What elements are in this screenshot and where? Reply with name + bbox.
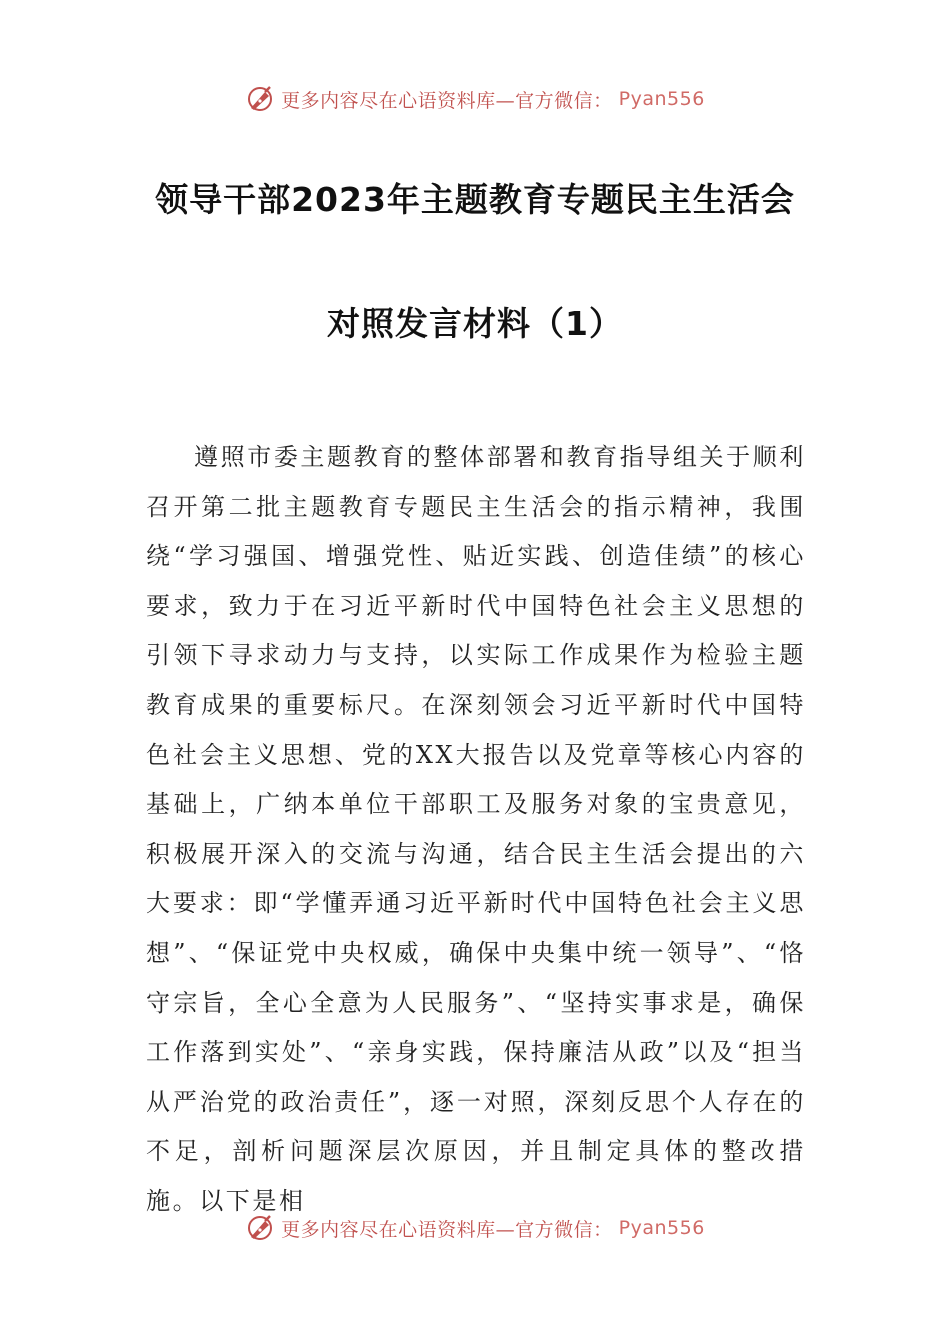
pen-nib-icon	[245, 1213, 275, 1243]
body-paragraph: 遵照市委主题教育的整体部署和教育指导组关于顺利召开第二批主题教育专题民主生活会的指示精神，我围绕“学习强国、增强党性、贴近实践、创造佳绩”的核心要求，致力于在习近平新时代中国特色社会主义思想的引领下寻求动力与支持，以实际工作成果作为检验主题教育成果的重要标尺。在深刻领会习近平新时代中国特色社会主义思想、党的XX大报告以及党章等核心内容的基础上，广纳本单位干部职工及服务对象的宝贵意见，积极展开深入的交流与沟通，结合民主生活会提出的六大要求：即“学懂弄通习近平新时代中国特色社会主义思想”、“保证党中央权威，确保中央集中统一领导”、“恪守宗旨，全心全意为人民服务”、“坚持实事求是，确保工作落到实处”、“亲身实践，保持廉洁从政”以及“担当从严治党的政治责任”，逐一对照，深刻反思个人存在的不足，剖析问题深层次原因，并且制定具体的整改措施。以下是相	[146, 443, 806, 1215]
watermark-contact: Pyan556	[618, 1217, 705, 1239]
watermark-brand: 更多内容尽在心语资料库—官方微信：	[281, 89, 613, 112]
footer-watermark	[0, 1213, 950, 1243]
pen-nib-icon	[245, 84, 275, 114]
watermark-contact: Pyan556	[618, 88, 705, 110]
header-watermark	[0, 84, 950, 114]
document-title-line2: 对照发言材料（1）	[327, 304, 623, 343]
document-title-line1: 领导干部2023年主题教育专题民主生活会	[155, 180, 795, 219]
watermark-brand: 更多内容尽在心语资料库—官方微信：	[281, 1218, 613, 1241]
